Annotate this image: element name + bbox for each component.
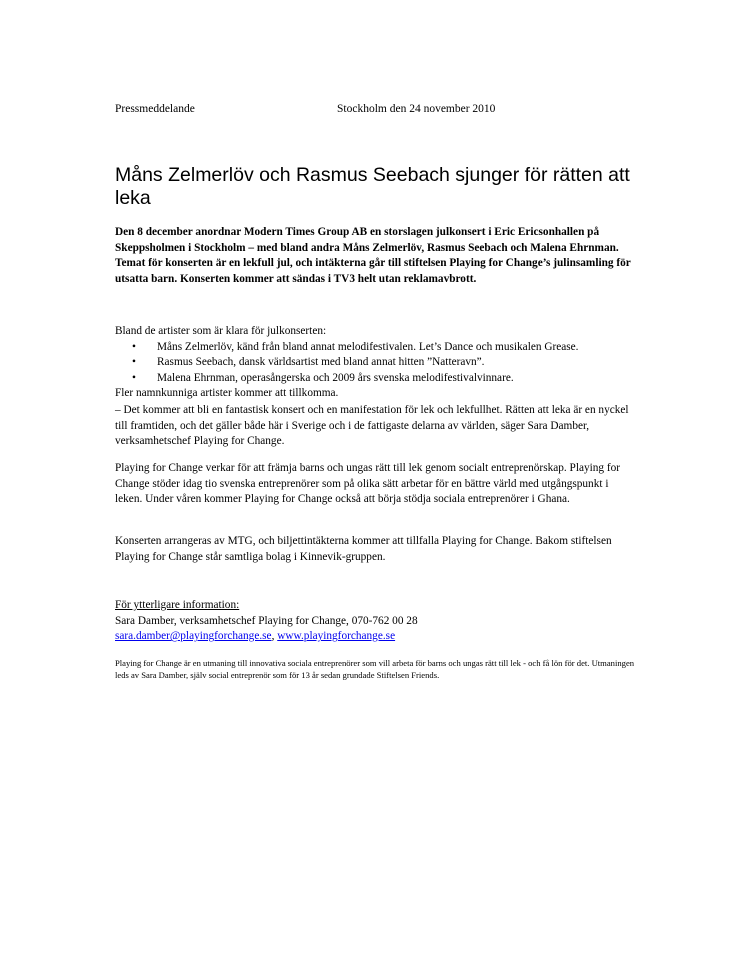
link-separator: ,	[271, 630, 275, 643]
artists-intro: Bland de artister som är klara för julkonserten:	[115, 325, 327, 337]
email-link[interactable]: sara.damber@playingforchange.se	[115, 630, 272, 643]
lead-paragraph: Den 8 december anordnar Modern Times Group AB en storslagen julkonsert i Eric Ericsonhallen på Skeppsholmen i Stockholm – med bland andra Måns Zelmerlöv, Rasmus Seebach och Malena Ehrnman. Temat för konserten är en lekfull jul, och intäkterna går till stiftelsen Playing for Change’s julinsamling för utsatta barn. Konserten kommer att sändas i TV3 helt utan reklamavbrott.	[115, 226, 631, 285]
list-item: • Malena Ehrnman, operasångerska och 2009 års svenska melodifestivalvinnare.	[132, 371, 635, 387]
contact-person: Sara Damber, verksamhetschef Playing for Change, 070-762 00 28	[115, 614, 418, 627]
quote-paragraph: – Det kommer att bli en fantastisk konsert och en manifestation för lek och lekfullhet. Rätten att leka är en nyckel till framtiden, och det gäller både här i Sverige och i de fattigaste delarna av världen, säger Sara Damber, verksamhetschef Playing for Change.	[115, 404, 629, 448]
artists-list	[115, 340, 635, 387]
artists-section	[115, 324, 635, 402]
document-type-label: Pressmeddelande	[115, 103, 195, 115]
contact-links	[115, 629, 635, 645]
page-title: Måns Zelmerlöv och Rasmus Seebach sjunger för rätten att leka	[115, 164, 630, 209]
website-link[interactable]: www.playingforchange.se	[277, 630, 396, 643]
dateline: Stockholm den 24 november 2010	[337, 103, 496, 115]
contact-heading: För ytterligare information:	[115, 599, 240, 611]
list-item: • Måns Zelmerlöv, känd från bland annat melodifestivalen. Let’s Dance och musikalen Grease.	[132, 340, 635, 356]
about-paragraph: Playing for Change verkar för att främja barns och ungas rätt till lek genom socialt entreprenörskap. Playing for Change stöder idag tio svenska entreprenörer som på olika sätt arbetar för en bättre värld med utgångspunkt i leken. Under våren kommer Playing for Change också att börja stödja sociala entreprenörer i Ghana.	[115, 462, 621, 506]
boilerplate-paragraph: Playing for Change är en utmaning till innovativa sociala entreprenörer som vill arbeta för barns och ungas rätt till lek - och få lön för det. Utmaningen leds av Sara Damber, själv social entreprenör som för 13 år sedan grundade Stiftelsen Friends.	[115, 658, 635, 681]
artists-outro: Fler namnkunniga artister kommer att tillkomma.	[115, 387, 339, 400]
concert-paragraph: Konserten arrangeras av MTG, och biljettintäkterna kommer att tillfalla Playing for Change. Bakom stiftelsen Playing for Change står samtliga bolag i Kinnevik-gruppen.	[115, 535, 612, 563]
list-item: • Rasmus Seebach, dansk världsartist med bland annat hitten ”Natteravn”.	[132, 355, 635, 371]
contact-section	[115, 598, 635, 645]
